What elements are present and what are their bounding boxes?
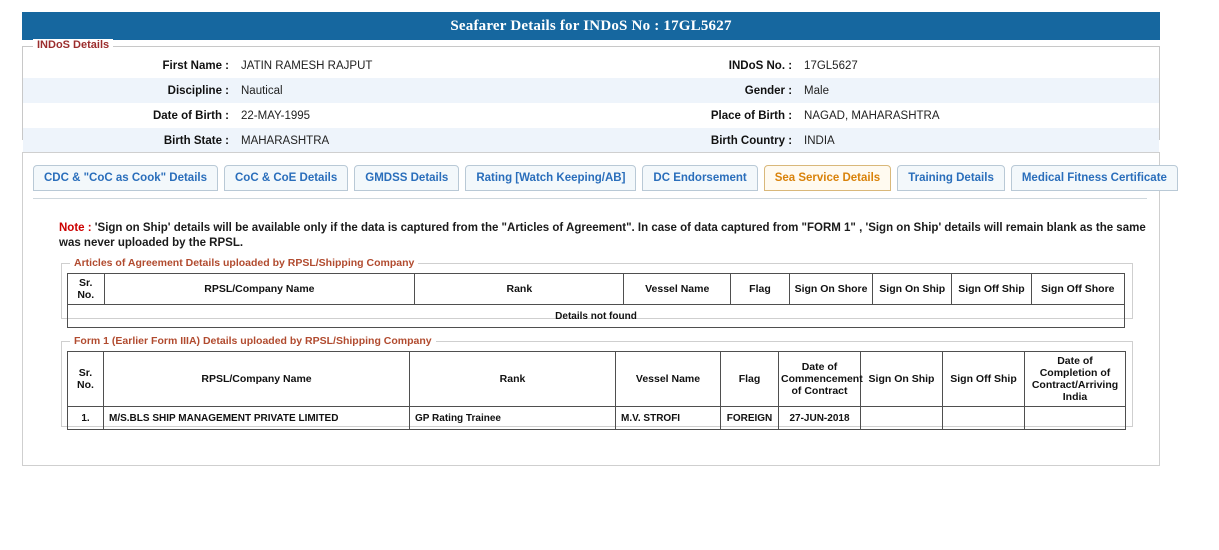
table-row [23,78,1159,103]
col-vessel-name: Vessel Name [624,274,731,305]
table-row [23,128,1159,153]
indos-no-label: INDoS No. : [728,59,793,72]
cell-vessel-name: M.V. STROFI [616,407,721,430]
tab-strip [33,165,1178,191]
first-name-label: First Name : [162,59,229,72]
indos-no-value: 17GL5627 [804,59,858,72]
col-flag: Flag [731,274,790,305]
cell-sign-on-ship [861,407,943,430]
col-sign-on-shore: Sign On Shore [789,274,872,305]
first-name-value: JATIN RAMESH RAJPUT [241,59,373,72]
date-of-birth-value: 22-MAY-1995 [241,109,311,122]
cell-company-name: M/S.BLS SHIP MANAGEMENT PRIVATE LIMITED [104,407,410,430]
indos-details-legend: INDoS Details [33,39,113,51]
table-row [23,53,1159,78]
col-company-name: RPSL/Company Name [104,352,410,407]
cell-date-of-commencement: 27-JUN-2018 [779,407,861,430]
articles-of-agreement-panel [61,257,1133,322]
col-vessel-name: Vessel Name [616,352,721,407]
col-date-of-completion: Date of Completion of Contract/Arriving India [1025,352,1126,407]
cell-rank: GP Rating Trainee [410,407,616,430]
tab-training-details[interactable]: Training Details [897,165,1005,191]
gender-label: Gender : [586,78,798,103]
articles-of-agreement-table [67,273,1125,328]
birth-country-value: INDIA [798,128,1159,153]
tab-dc-endorsement[interactable]: DC Endorsement [642,165,757,191]
table-row [23,103,1159,128]
col-sign-on-ship: Sign On Ship [861,352,943,407]
tabs-panel [22,152,1167,466]
cell-sign-off-ship [943,407,1025,430]
table-row [68,407,1126,430]
birth-country-label: Birth Country : [586,128,798,153]
page-title: Seafarer Details for INDoS No : 17GL5627 [22,12,1160,40]
col-sign-off-ship: Sign Off Ship [943,352,1025,407]
tab-strip-divider [33,198,1147,199]
place-of-birth-label: Place of Birth : [710,109,793,122]
table-row [68,305,1125,328]
form1-legend: Form 1 (Earlier Form IIIA) Details uploaded by RPSL/Shipping Company [70,335,436,347]
gender-value: Male [798,78,1159,103]
col-sign-off-shore: Sign Off Shore [1031,274,1124,305]
birth-state-label: Birth State : [23,128,235,153]
table-header-row [68,352,1126,407]
col-sr-no: Sr. No. [68,352,104,407]
col-rank: Rank [410,352,616,407]
tab-rating-watch-keeping-ab[interactable]: Rating [Watch Keeping/AB] [465,165,636,191]
tab-gmdss-details[interactable]: GMDSS Details [354,165,459,191]
discipline-value: Nautical [235,78,586,103]
tab-coc-coe-details[interactable]: CoC & CoE Details [224,165,348,191]
col-sign-off-ship: Sign Off Ship [952,274,1031,305]
form1-panel [61,335,1133,427]
col-sign-on-ship: Sign On Ship [873,274,952,305]
cell-date-of-completion [1025,407,1126,430]
cell-sr-no: 1. [68,407,104,430]
form1-table [67,351,1126,430]
indos-details-panel [22,39,1160,147]
col-date-of-commencement: Date of Commencement of Contract [779,352,861,407]
sea-service-note [59,221,1149,251]
birth-state-value: MAHARASHTRA [235,128,586,153]
col-rank: Rank [415,274,624,305]
details-not-found-message: Details not found [68,305,1125,328]
tab-medical-fitness-certificate[interactable]: Medical Fitness Certificate [1011,165,1178,191]
table-header-row [68,274,1125,305]
cell-flag: FOREIGN [721,407,779,430]
articles-of-agreement-legend: Articles of Agreement Details uploaded by RPSL/Shipping Company [70,257,418,269]
place-of-birth-value: NAGAD, MAHARASHTRA [804,109,940,122]
col-sr-no: Sr. No. [68,274,105,305]
date-of-birth-label: Date of Birth : [152,109,229,122]
note-text: 'Sign on Ship' details will be available only if the data is captured from the "Articles of Agreement". In case of data captured from "FORM 1" , 'Sign on Ship' details will remain blank as the same was never uploaded by the RPSL. [59,222,1146,249]
indos-details-table [23,53,1159,153]
note-prefix: Note : [59,222,92,234]
tab-cdc-coc-as-cook-details[interactable]: CDC & "CoC as Cook" Details [33,165,218,191]
col-flag: Flag [721,352,779,407]
tab-sea-service-details[interactable]: Sea Service Details [764,165,892,191]
col-company-name: RPSL/Company Name [104,274,415,305]
discipline-label: Discipline : [23,78,235,103]
